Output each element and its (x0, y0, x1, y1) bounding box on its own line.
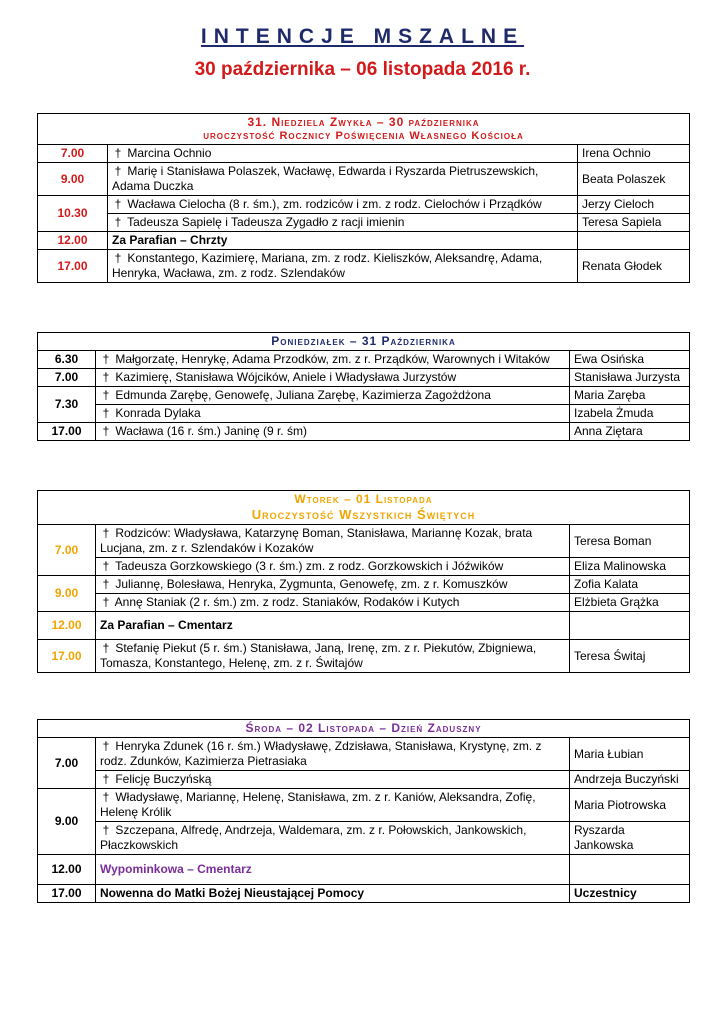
table-row (38, 214, 690, 232)
mass-time: 7.00 (38, 525, 96, 576)
table-row (38, 232, 690, 250)
requester: Ryszarda Jankowska (570, 822, 690, 855)
table-row (38, 738, 690, 771)
date-range: 30 października – 06 listopada 2016 r. (194, 59, 531, 80)
requester: Andrzeja Buczyński (570, 771, 690, 789)
table-row (38, 423, 690, 441)
cross-icon: † (102, 739, 110, 753)
mass-time: 12.00 (38, 855, 96, 885)
table-row (38, 250, 690, 283)
cross-icon: † (114, 215, 122, 229)
cross-icon: † (102, 352, 110, 366)
mass-time: 12.00 (38, 612, 96, 640)
table-row (38, 855, 690, 885)
requester: Renata Głodek (578, 250, 690, 283)
mass-time: 10.30 (38, 196, 108, 232)
intention-text: Rodziców: Władysława, Katarzynę Boman, Stanisława, Mariannę Kozak, brata Lucjana, zm. z r. Szlendaków i Kozaków (100, 526, 533, 555)
mass-time: 7.30 (38, 387, 96, 423)
intention-text: Stefanię Piekut (5 r. śm.) Stanisława, Janą, Irenę, zm. z r. Piekutów, Zbigniewa, Tomasza, Konstantego, Helenę, zm. z r. Świtajów (100, 641, 537, 670)
intention-text: Edmunda Zarębę, Genowefę, Juliana Zarębę, Kazimierza Zagożdżona (115, 388, 491, 402)
requester: Ewa Osińska (570, 351, 690, 369)
requester: Maria Łubian (570, 738, 690, 771)
table-row (38, 594, 690, 612)
requester: Maria Piotrowska (570, 789, 690, 822)
intention (96, 771, 570, 789)
intention-text: Konrada Dylaka (115, 406, 201, 420)
requester: Zofia Kalata (570, 576, 690, 594)
table-row (38, 771, 690, 789)
mass-time: 9.00 (38, 789, 96, 855)
requester: Izabela Żmuda (570, 405, 690, 423)
intention-text: Nowenna do Matki Bożej Nieustającej Pomocy (96, 885, 570, 903)
requester (570, 612, 690, 640)
table-row (38, 822, 690, 855)
mass-time: 9.00 (38, 576, 96, 612)
mass-time: 9.00 (38, 163, 108, 196)
intention (96, 525, 570, 558)
intention-text: Szczepana, Alfredę, Andrzeja, Waldemara, zm. z r. Połowskich, Jankowskich, Płaczkowskich (100, 823, 527, 852)
intention-text: Felicję Buczyńską (115, 772, 212, 786)
table-row (38, 640, 690, 673)
cross-icon: † (102, 577, 110, 591)
intention (96, 387, 570, 405)
intention-text: Marcina Ochnio (127, 146, 212, 160)
table-row (38, 612, 690, 640)
table-row (38, 387, 690, 405)
requester: Uczestnicy (570, 885, 690, 903)
intention (108, 145, 578, 163)
intention-text: Henryka Zdunek (16 r. śm.) Władysławę, Zdzisława, Stanisława, Krystynę, zm. z rodz. Zdunków, Kazimierza Pietrasiaka (100, 739, 542, 768)
intention-text: Annę Staniak (2 r. śm.) zm. z rodz. Staniaków, Rodaków i Kutych (114, 595, 460, 609)
day-title: Poniedziałek – 31 Października (271, 334, 456, 348)
intention (108, 163, 578, 196)
intention (96, 351, 570, 369)
intention-text: Za Parafian – Chrzty (108, 232, 578, 250)
mass-time: 17.00 (38, 423, 96, 441)
cross-icon: † (102, 388, 110, 402)
requester: Teresa Boman (570, 525, 690, 558)
table-row (38, 369, 690, 387)
day-header (38, 720, 690, 738)
cross-icon: † (102, 370, 110, 384)
cross-icon: † (102, 823, 110, 837)
cross-icon: † (102, 424, 110, 438)
day-table-monday (37, 332, 690, 441)
mass-time: 17.00 (38, 250, 108, 283)
intention-text: Wacława Cielocha (8 r. śm.), zm. rodziców i zm. z rodz. Cielochów i Prządków (127, 197, 542, 211)
cross-icon: † (102, 526, 110, 540)
intention-text: Tadeusza Gorzkowskiego (3 r. śm.) zm. z rodz. Gorzkowskich i Jóźwików (115, 559, 504, 573)
mass-time: 17.00 (38, 640, 96, 673)
intention (108, 250, 578, 283)
table-row (38, 163, 690, 196)
requester: Eliza Malinowska (570, 558, 690, 576)
cross-icon: † (114, 197, 122, 211)
intention-text: Małgorzatę, Henrykę, Adama Przodków, zm. z r. Prządków, Warownych i Witaków (115, 352, 550, 366)
intention-text: Za Parafian – Cmentarz (96, 612, 570, 640)
intention (96, 576, 570, 594)
intention-text: Konstantego, Kazimierę, Mariana, zm. z rodz. Kieliszków, Aleksandrę, Adama, Henryka, Wacława, zm. z rodz. Szlendaków (112, 251, 543, 280)
requester (578, 232, 690, 250)
intention-text: Władysławę, Mariannę, Helenę, Stanisława, zm. z r. Kaniów, Aleksandra, Zofię, Helenę Królik (100, 790, 536, 819)
cross-icon: † (102, 595, 110, 609)
mass-time: 6.30 (38, 351, 96, 369)
cross-icon: † (102, 790, 110, 804)
table-row (38, 558, 690, 576)
day-title: Wtorek – 01 Listopada (294, 492, 433, 506)
cross-icon: † (114, 251, 122, 265)
mass-time: 17.00 (38, 885, 96, 903)
table-row (38, 405, 690, 423)
intention (96, 369, 570, 387)
cross-icon: † (102, 772, 110, 786)
requester: Jerzy Cieloch (578, 196, 690, 214)
intention-text: Marię i Stanisława Polaszek, Wacławę, Edwarda i Ryszarda Pietruszewskich, Adama Duczka (112, 164, 539, 193)
day-title: Środa – 02 Listopada – Dzień Zaduszny (245, 721, 482, 735)
requester: Teresa Sapiela (578, 214, 690, 232)
intention (108, 214, 578, 232)
intention (96, 594, 570, 612)
intention-text: Tadeusza Sapielę i Tadeusza Zygadło z racji imienin (127, 215, 405, 229)
day-subtitle: Uroczystość Wszystkich Świętych (251, 507, 476, 522)
requester: Elżbieta Grążka (570, 594, 690, 612)
intention-text: Wypominkowa – Cmentarz (96, 855, 570, 885)
table-row (38, 351, 690, 369)
day-header (38, 333, 690, 351)
intention-text: Kazimierę, Stanisława Wójcików, Aniele i Władysława Jurzystów (115, 370, 457, 384)
day-table-tuesday (37, 490, 690, 673)
day-header (38, 491, 690, 525)
intention (108, 196, 578, 214)
day-table-sunday (37, 113, 690, 283)
mass-time: 7.00 (38, 369, 96, 387)
mass-time: 7.00 (38, 738, 96, 789)
table-row (38, 145, 690, 163)
table-row (38, 885, 690, 903)
requester: Anna Ziętara (570, 423, 690, 441)
intention (96, 822, 570, 855)
intention (96, 423, 570, 441)
intention (96, 640, 570, 673)
page-title: INTENCJE MSZALNE (200, 25, 525, 48)
table-row (38, 525, 690, 558)
requester: Beata Polaszek (578, 163, 690, 196)
table-row (38, 196, 690, 214)
mass-time: 7.00 (38, 145, 108, 163)
cross-icon: † (114, 146, 122, 160)
table-row (38, 576, 690, 594)
intention (96, 789, 570, 822)
day-header (38, 114, 690, 145)
requester: Maria Zaręba (570, 387, 690, 405)
intention (96, 558, 570, 576)
table-row (38, 789, 690, 822)
intention-text: Wacława (16 r. śm.) Janinę (9 r. śm) (115, 424, 307, 438)
intention (96, 738, 570, 771)
intention-text: Juliannę, Bolesława, Henryka, Zygmunta, Genowefę, zm. z r. Komuszków (115, 577, 508, 591)
cross-icon: † (102, 559, 110, 573)
requester: Teresa Świtaj (570, 640, 690, 673)
mass-time: 12.00 (38, 232, 108, 250)
cross-icon: † (102, 641, 110, 655)
day-subtitle: uroczystość Rocznicy Poświęcenia Własnego Kościoła (203, 130, 524, 142)
day-table-wednesday (37, 719, 690, 903)
cross-icon: † (114, 164, 122, 178)
day-title: 31. Niedziela Zwykła – 30 października (247, 115, 480, 129)
intention (96, 405, 570, 423)
requester: Irena Ochnio (578, 145, 690, 163)
requester: Stanisława Jurzysta (570, 369, 690, 387)
requester (570, 855, 690, 885)
cross-icon: † (102, 406, 110, 420)
